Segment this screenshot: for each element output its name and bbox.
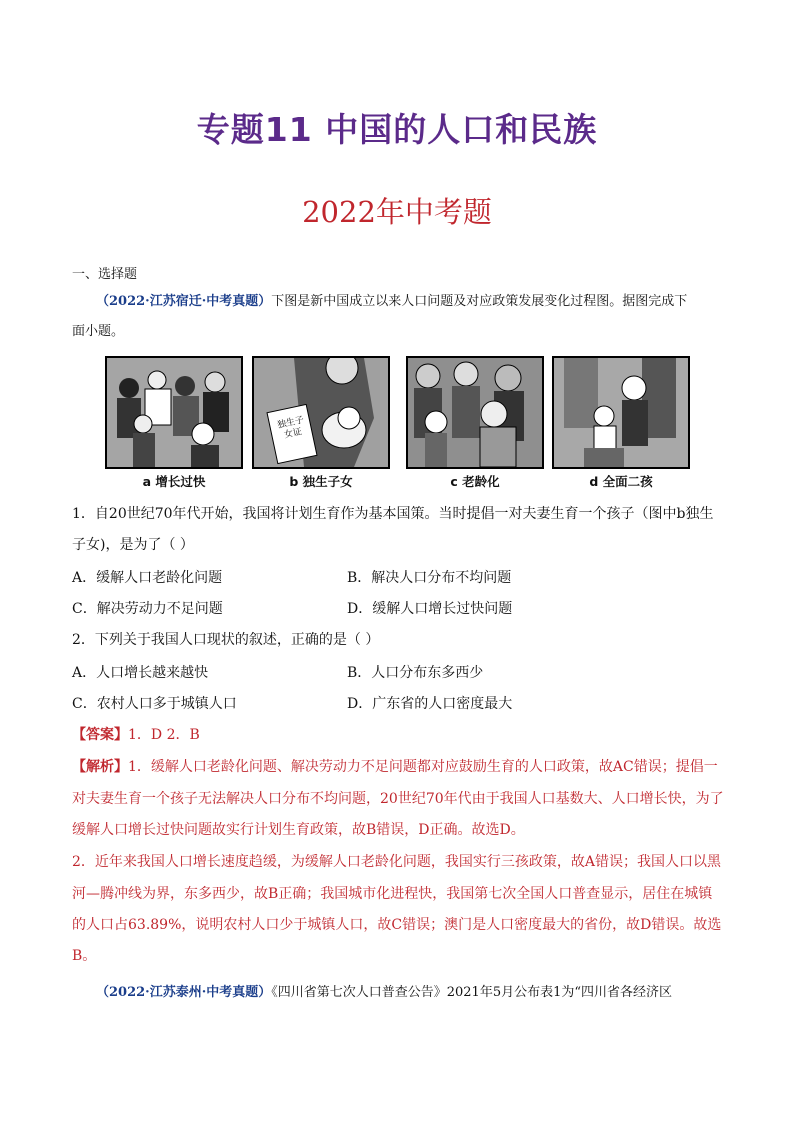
next-question-intro — [96, 983, 722, 1003]
next-intro-text: 《四川省第七次人口普查公告》2021年5月公布表1为“四川省各经济区 — [271, 985, 673, 1000]
analysis-line-6: 的人口占63.89%，说明农村人口少于城镇人口，故C错误；澳门是人口密度最大的省份，故D错误。故选 — [72, 917, 722, 933]
page-title: 专题11 中国的人口和民族 — [196, 110, 598, 149]
q2-option-c[interactable]: C．农村人口多于城镇人口 — [72, 696, 237, 712]
analysis-line-4: 2．近年来我国人口增长速度趋缓，为缓解人口老龄化问题，我国实行三孩政策，故A错误；我国人口以黑 — [72, 854, 722, 870]
q1-option-d[interactable]: D．缓解人口增长过快问题 — [347, 601, 513, 617]
answer-line — [72, 725, 722, 745]
figure-caption-c: c 老龄化 — [450, 474, 500, 489]
page-subtitle: 2022年中考题 — [302, 195, 492, 229]
section-heading: 一、选择题 — [72, 267, 138, 282]
analysis-line-3: 缓解人口增长过快问题故实行计划生育政策，故B错误，D正确。故选D。 — [72, 822, 525, 838]
answer-tag: 【答案】 — [72, 727, 128, 743]
q1-option-a[interactable]: A．缓解人口老龄化问题 — [72, 570, 223, 586]
q2-option-a[interactable]: A．人口增长越来越快 — [72, 665, 209, 681]
figure-panel-a — [105, 356, 243, 469]
figure-panel-b — [252, 356, 390, 469]
q1-stem-line1: 1．自20世纪70年代开始，我国将计划生育作为基本国策。当时提倡一对夫妻生育一个孩子（图中b独生 — [72, 506, 714, 522]
family-illustration-icon — [554, 358, 688, 467]
figure-panel-d — [552, 356, 690, 469]
answer-text: 1．D 2．B — [128, 727, 200, 743]
analysis-line-5: 河—腾冲线为界，东多西少，故B正确；我国城市化进程快，我国第七次全国人口普查显示，居住在城镇 — [72, 886, 713, 902]
source-label: （2022·江苏宿迁·中考真题） — [96, 294, 272, 309]
mother-baby-illustration-icon — [254, 358, 388, 467]
q1-option-c[interactable]: C．解决劳动力不足问题 — [72, 601, 223, 617]
q2-stem: 2．下列关于我国人口现状的叙述，正确的是（ ） — [72, 632, 380, 648]
figure-caption-a: a 增长过快 — [142, 474, 206, 489]
analysis-line-1 — [72, 757, 722, 777]
intro-continued: 面小题。 — [72, 324, 125, 339]
q1-option-b[interactable]: B．解决人口分布不均问题 — [347, 570, 512, 586]
figure-caption-b: b 独生子女 — [289, 474, 353, 489]
q2-option-b[interactable]: B．人口分布东多西少 — [347, 665, 484, 681]
analysis-tag: 【解析】 — [72, 759, 128, 775]
figure-caption-d: d 全面二孩 — [589, 474, 653, 489]
intro-text: 下图是新中国成立以来人口问题及对应政策发展变化过程图。据图完成下 — [271, 294, 688, 309]
q2-option-d[interactable]: D．广东省的人口密度最大 — [347, 696, 513, 712]
certificate-text: 独生子女证 — [276, 415, 305, 441]
elderly-illustration-icon — [408, 358, 542, 467]
source-label-2: （2022·江苏泰州·中考真题） — [96, 985, 272, 1000]
question-intro — [96, 292, 722, 312]
analysis-line-7: B。 — [72, 948, 97, 964]
figure-panel-c — [406, 356, 544, 469]
analysis-line-2: 对夫妻生育一个孩子无法解决人口分布不均问题，20世纪70年代由于我国人口基数大、人口增长快，为了 — [72, 791, 724, 807]
analysis-text-1: 1．缓解人口老龄化问题、解决劳动力不足问题都对应鼓励生育的人口政策，故AC错误；提倡一 — [128, 759, 718, 775]
crowd-illustration-icon — [107, 358, 241, 467]
q1-stem-line2: 子女)，是为了（ ） — [72, 537, 194, 553]
